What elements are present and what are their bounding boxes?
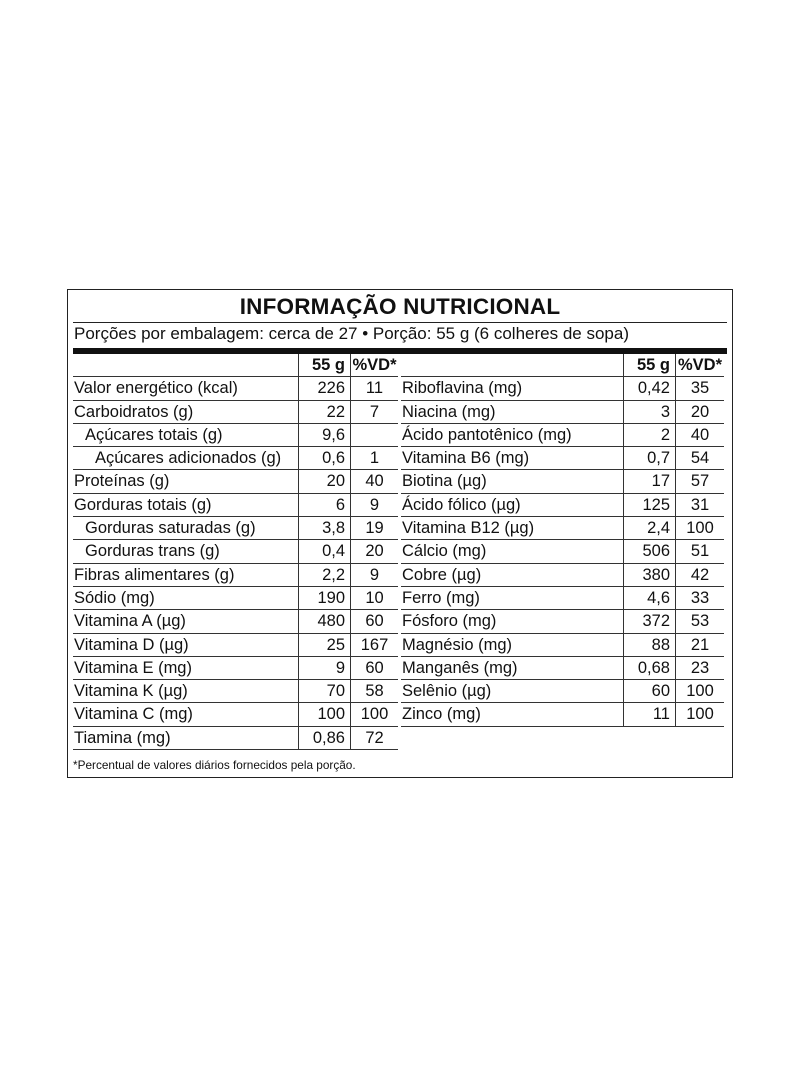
table-row [73, 494, 398, 517]
nutrient-amount: 372 [623, 610, 675, 632]
nutrient-daily-value: 72 [350, 727, 398, 749]
nutrient-amount: 125 [623, 494, 675, 516]
nutrient-name: Carboidratos (g) [74, 402, 194, 421]
nutrient-amount: 380 [623, 564, 675, 586]
left-nutrient-table [73, 354, 398, 750]
nutrient-daily-value: 7 [350, 401, 398, 423]
nutrient-daily-value: 20 [350, 540, 398, 562]
table-row [73, 703, 398, 726]
nutrient-name: Niacina (mg) [402, 402, 496, 421]
nutrient-name: Proteínas (g) [74, 472, 170, 491]
nutrient-daily-value: 58 [350, 680, 398, 702]
table-row [401, 610, 724, 633]
right-header-blank [401, 354, 623, 376]
nutrient-amount: 0,6 [298, 447, 350, 469]
table-row [401, 377, 724, 400]
nutrient-name: Vitamina D (µg) [74, 635, 189, 654]
table-row [401, 703, 724, 726]
table-row [73, 377, 398, 400]
nutrient-amount: 0,86 [298, 727, 350, 749]
nutrient-amount: 0,42 [623, 377, 675, 399]
nutrient-name: Fibras alimentares (g) [74, 565, 235, 584]
table-row [401, 517, 724, 540]
left-header-dv: %VD* [350, 354, 398, 376]
nutrient-name: Zinco (mg) [402, 705, 481, 724]
right-header-dv: %VD* [675, 354, 724, 376]
nutrient-name: Vitamina K (µg) [74, 682, 188, 701]
nutrient-amount: 0,7 [623, 447, 675, 469]
nutrient-name: Selênio (µg) [402, 682, 492, 701]
nutrient-amount: 60 [623, 680, 675, 702]
nutrient-name: Ácido pantotênico (mg) [402, 425, 572, 444]
nutrient-name: Açúcares adicionados (g) [95, 449, 282, 468]
table-row [73, 610, 398, 633]
left-header-row [73, 354, 398, 377]
nutrient-name: Açúcares totais (g) [85, 425, 223, 444]
nutrition-facts-panel [67, 289, 733, 778]
nutrient-amount: 4,6 [623, 587, 675, 609]
nutrient-amount: 70 [298, 680, 350, 702]
nutrient-daily-value: 40 [675, 424, 724, 446]
nutrient-name: Magnésio (mg) [402, 635, 513, 654]
nutrient-daily-value: 100 [675, 517, 724, 539]
nutrient-amount: 25 [298, 634, 350, 656]
table-row [73, 470, 398, 493]
nutrient-daily-value: 9 [350, 494, 398, 516]
table-row [401, 540, 724, 563]
nutrient-daily-value: 23 [675, 657, 724, 679]
nutrient-amount: 190 [298, 587, 350, 609]
nutrient-amount: 22 [298, 401, 350, 423]
nutrient-amount: 88 [623, 634, 675, 656]
nutrient-name: Biotina (µg) [402, 472, 487, 491]
table-row [401, 424, 724, 447]
nutrient-amount: 9,6 [298, 424, 350, 446]
table-row [401, 401, 724, 424]
nutrient-amount: 0,68 [623, 657, 675, 679]
nutrient-name: Manganês (mg) [402, 658, 518, 677]
nutrient-daily-value: 100 [350, 703, 398, 725]
nutrient-daily-value: 51 [675, 540, 724, 562]
nutrient-daily-value: 167 [350, 634, 398, 656]
nutrient-daily-value: 100 [675, 703, 724, 725]
nutrient-daily-value: 20 [675, 401, 724, 423]
table-row [73, 401, 398, 424]
nutrient-name: Riboflavina (mg) [402, 379, 523, 398]
nutrient-name: Ferro (mg) [402, 588, 480, 607]
title-divider [73, 322, 727, 323]
serving-info: Porções por embalagem: cerca de 27 • Porção: 55 g (6 colheres de sopa) [74, 324, 629, 343]
nutrient-amount: 480 [298, 610, 350, 632]
table-row [401, 680, 724, 703]
nutrient-daily-value: 42 [675, 564, 724, 586]
nutrient-amount: 3,8 [298, 517, 350, 539]
table-row [73, 680, 398, 703]
nutrient-daily-value: 19 [350, 517, 398, 539]
nutrient-daily-value: 57 [675, 470, 724, 492]
table-row [401, 447, 724, 470]
nutrient-amount: 17 [623, 470, 675, 492]
nutrient-daily-value: 31 [675, 494, 724, 516]
table-row [401, 587, 724, 610]
nutrient-amount: 6 [298, 494, 350, 516]
nutrient-amount: 2,4 [623, 517, 675, 539]
nutrient-amount: 0,4 [298, 540, 350, 562]
table-row [401, 494, 724, 517]
nutrient-name: Valor energético (kcal) [74, 379, 238, 398]
nutrient-amount: 9 [298, 657, 350, 679]
nutrient-daily-value: 53 [675, 610, 724, 632]
right-header-row [401, 354, 724, 377]
nutrient-name: Ácido fólico (µg) [402, 495, 521, 514]
nutrient-daily-value: 9 [350, 564, 398, 586]
nutrient-daily-value: 21 [675, 634, 724, 656]
nutrient-daily-value: 60 [350, 610, 398, 632]
table-row [73, 634, 398, 657]
nutrient-name: Vitamina B6 (mg) [402, 449, 530, 468]
nutrient-daily-value: 35 [675, 377, 724, 399]
nutrient-amount: 2 [623, 424, 675, 446]
nutrient-name: Sódio (mg) [74, 588, 155, 607]
nutrient-daily-value: 40 [350, 470, 398, 492]
table-row [73, 517, 398, 540]
nutrient-daily-value: 100 [675, 680, 724, 702]
nutrient-daily-value: 60 [350, 657, 398, 679]
table-row [401, 634, 724, 657]
table-row [73, 424, 398, 447]
table-row [401, 657, 724, 680]
nutrient-name: Fósforo (mg) [402, 612, 497, 631]
nutrient-name: Tiamina (mg) [74, 728, 171, 747]
nutrient-daily-value: 1 [350, 447, 398, 469]
nutrient-daily-value: 10 [350, 587, 398, 609]
nutrient-name: Vitamina B12 (µg) [402, 519, 535, 538]
right-header-amount: 55 g [623, 354, 675, 376]
nutrient-amount: 11 [623, 703, 675, 725]
footnote: *Percentual de valores diários fornecidos pela porção. [73, 758, 356, 772]
table-row [73, 540, 398, 563]
nutrient-name: Gorduras saturadas (g) [85, 519, 256, 538]
nutrient-name: Cobre (µg) [402, 565, 482, 584]
table-row [73, 564, 398, 587]
nutrient-name: Cálcio (mg) [402, 542, 487, 561]
nutrient-name: Gorduras totais (g) [74, 495, 212, 514]
nutrient-daily-value: 33 [675, 587, 724, 609]
left-table-body [73, 377, 398, 750]
right-table-body [401, 377, 724, 726]
table-row [73, 657, 398, 680]
nutrient-daily-value: 54 [675, 447, 724, 469]
nutrient-name: Gorduras trans (g) [85, 542, 220, 561]
nutrient-amount: 2,2 [298, 564, 350, 586]
left-header-blank [73, 354, 298, 376]
nutrient-amount: 226 [298, 377, 350, 399]
nutrient-daily-value [350, 424, 398, 446]
nutrient-name: Vitamina C (mg) [74, 705, 193, 724]
nutrient-amount: 506 [623, 540, 675, 562]
table-row [73, 727, 398, 750]
table-row [401, 470, 724, 493]
panel-title: INFORMAÇÃO NUTRICIONAL [239, 294, 561, 319]
nutrient-amount: 20 [298, 470, 350, 492]
nutrient-amount: 100 [298, 703, 350, 725]
nutrient-name: Vitamina A (µg) [74, 612, 186, 631]
right-nutrient-table [401, 354, 724, 727]
nutrient-name: Vitamina E (mg) [74, 658, 192, 677]
table-row [73, 587, 398, 610]
table-row [401, 564, 724, 587]
nutrient-daily-value: 11 [350, 377, 398, 399]
nutrient-amount: 3 [623, 401, 675, 423]
left-header-amount: 55 g [298, 354, 350, 376]
table-row [73, 447, 398, 470]
